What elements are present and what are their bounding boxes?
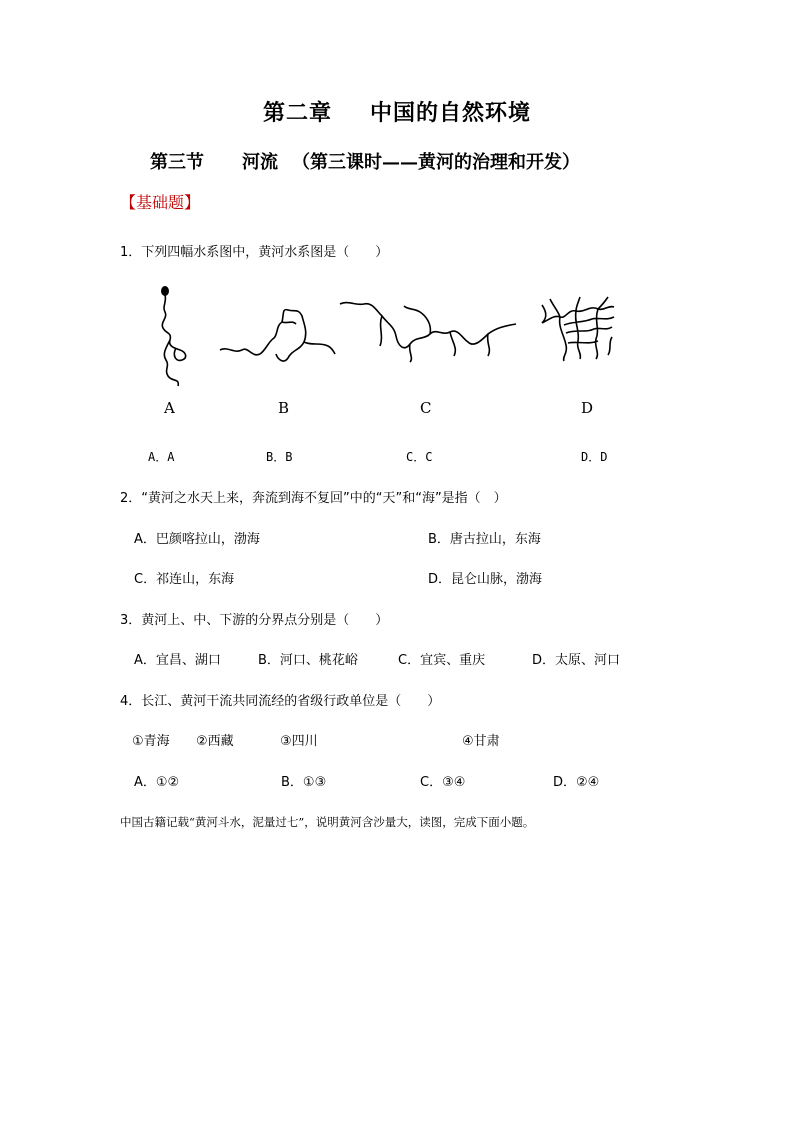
q4-item-3: ③四川 xyxy=(280,734,318,749)
q4-stem: 4．长江、黄河干流共同流经的省级行政单位是（ ） xyxy=(120,694,441,709)
q1-option-a[interactable]: A．A xyxy=(148,450,175,464)
figure-label-a: A xyxy=(164,399,175,417)
chapter-number: 第二章 xyxy=(262,100,332,126)
q1-option-d[interactable]: D．D xyxy=(581,450,608,464)
section-tag: 【基础题】 xyxy=(120,193,201,212)
q1-option-b[interactable]: B．B xyxy=(266,450,293,464)
figure-label-c: C xyxy=(420,399,432,417)
q2-option-b[interactable]: B．唐古拉山，东海 xyxy=(428,532,541,547)
q3-option-c[interactable]: C．宜宾、重庆 xyxy=(398,653,486,668)
figure-label-d: D xyxy=(581,399,594,417)
q3-option-d[interactable]: D．太原、河口 xyxy=(532,653,621,668)
q4-option-b[interactable]: B．①③ xyxy=(281,775,327,790)
q2-option-c[interactable]: C．祁连山，东海 xyxy=(134,572,235,587)
section-lesson: （第三课时——黄河的治理和开发） xyxy=(292,152,580,173)
q4-option-a[interactable]: A．①② xyxy=(134,775,180,790)
section-number: 第三节 xyxy=(150,152,204,173)
q1-stem: 1．下列四幅水系图中，黄河水系图是（ ） xyxy=(120,245,389,260)
river-figure-d xyxy=(536,293,620,363)
section-topic: 河流 xyxy=(242,152,278,173)
q2-stem: 2．“黄河之水天上来，奔流到海不复回”中的“天”和“海”是指（ ） xyxy=(120,491,507,506)
river-figure-b xyxy=(218,302,336,368)
river-figure-a xyxy=(150,282,200,390)
q2-option-d[interactable]: D．昆仑山脉，渤海 xyxy=(428,572,543,587)
chapter-name: 中国的自然环境 xyxy=(370,100,532,126)
chapter-title xyxy=(0,96,794,127)
q1-option-c[interactable]: C．C xyxy=(406,450,433,464)
q4-option-c[interactable]: C．③④ xyxy=(420,775,466,790)
q4-item-4: ④甘肃 xyxy=(462,734,500,749)
q4-item-1: ①青海 xyxy=(132,734,170,749)
q3-stem: 3．黄河上、中、下游的分界点分别是（ ） xyxy=(120,613,389,628)
reading-note: 中国古籍记载“黄河斗水，泥量过七”，说明黄河含沙量大，读图，完成下面小题。 xyxy=(120,815,535,829)
q3-option-a[interactable]: A．宜昌、湖口 xyxy=(134,653,221,668)
q2-option-a[interactable]: A．巴颜喀拉山，渤海 xyxy=(134,532,260,547)
river-figure-c xyxy=(338,296,518,366)
section-title xyxy=(150,148,580,174)
q3-option-b[interactable]: B．河口、桃花峪 xyxy=(258,653,358,668)
q4-item-2: ②西藏 xyxy=(196,734,234,749)
figure-label-b: B xyxy=(278,399,290,417)
q4-option-d[interactable]: D．②④ xyxy=(553,775,600,790)
